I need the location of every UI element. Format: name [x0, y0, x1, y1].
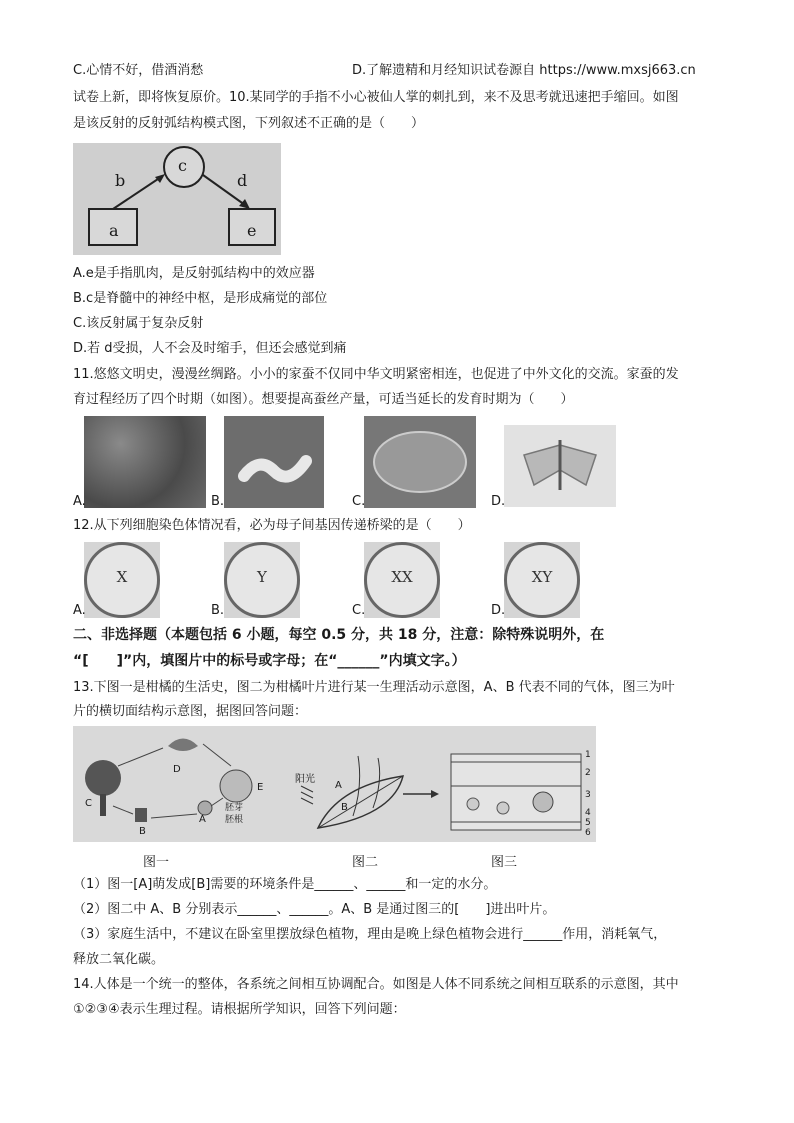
section2-heading-line2: “[ ]”内，填图片中的标号或字母；在“______”内填文字。） [73, 653, 466, 669]
silkworm-moth-image [504, 425, 616, 507]
fig1-label-d: D [173, 764, 181, 775]
q10-option-d: D.若 d受损，人不会及时缩手，但还会感觉到痛 [73, 341, 347, 356]
q10-option-c: C.该反射属于复杂反射 [73, 316, 204, 331]
option-c-q9: C.心情不好，借酒消愁 [73, 63, 204, 78]
q11-option-a-label: A. [73, 494, 86, 509]
q13-sub1: （1）图一[A]萌发成[B]需要的环境条件是______、______和一定的水分。 [73, 877, 497, 892]
fig2-label-sunlight: 阳光 [295, 774, 315, 785]
label-d: d [237, 171, 248, 190]
option-d-q9: D.了解遗精和月经知识试卷源自 https://www.mxsj663.cn [352, 63, 696, 78]
q13-text-line1: 13.下图一是柑橘的生活史，图二为柑橘叶片进行某一生理活动示意图，A、B 代表不同的气体，图三为叶 [73, 680, 675, 695]
pupa-drawing [364, 416, 476, 508]
q10-text-line2: 是该反射的反射弧结构模式图，下列叙述不正确的是（ ） [73, 116, 425, 131]
fig3-label-6: 6 [585, 828, 591, 838]
cell-xy-text: XY [531, 568, 553, 586]
label-e: e [247, 221, 257, 240]
caption-fig3: 图三 [491, 855, 518, 870]
q10-option-b: B.c是脊髓中的神经中枢，是形成痛觉的部位 [73, 291, 328, 306]
cell-x-text: X [116, 568, 128, 586]
q11-option-c-label: C. [352, 494, 366, 509]
moth-drawing [504, 425, 616, 507]
q12-option-a-label: A. [73, 603, 86, 618]
q10-text-line1: 试卷上新，即将恢复原价。10.某同学的手指不小心被仙人掌的刺扎到，来不及思考就迅速把手缩回。如图 [73, 90, 679, 105]
q14-text-line2: ①②③④表示生理过程。请根据所学知识，回答下列问题： [73, 1002, 406, 1017]
q11-text-line1: 11.悠悠文明史，漫漫丝绸路。小小的家蚕不仅同中华文明紧密相连，也促进了中外文化的交流。家蚕的发 [73, 367, 679, 382]
q11-option-b-label: B. [211, 494, 225, 509]
q13-sub2: （2）图二中 A、B 分别表示______、______。A、B 是通过图三的[ ]进出叶片。 [73, 902, 556, 917]
fig3-label-4: 4 [585, 808, 591, 818]
fig1-label-embryo-root: 胚根 [225, 815, 244, 825]
q14-text-line1: 14.人体是一个统一的整体，各系统之间相互协调配合。如图是人体不同系统之间相互联系的示意图，其中 [73, 977, 679, 992]
fig3-label-3: 3 [585, 790, 591, 800]
silkworm-egg-image [84, 416, 206, 508]
fig1-label-e: E [257, 782, 264, 793]
cell-xx-text: XX [391, 568, 413, 586]
caption-fig2: 图二 [352, 855, 379, 870]
q10-option-a: A.e是手指肌肉，是反射弧结构中的效应器 [73, 266, 315, 281]
q12-option-d-label: D. [491, 603, 506, 618]
fig2-label-a: A [335, 780, 342, 791]
silkworm-larva-image [224, 416, 324, 508]
fig2-leaf [301, 756, 439, 828]
fig3-label-2: 2 [585, 768, 591, 778]
citrus-figure-panel [73, 726, 596, 842]
q11-option-d-label: D. [491, 494, 506, 509]
fig2-label-b: B [341, 802, 348, 813]
fig1-label-b: B [139, 826, 146, 837]
fig1-label-c: C [85, 798, 92, 809]
arrowhead-d [239, 199, 250, 209]
reflex-arc-figure [73, 143, 281, 255]
q13-sub3-line1: （3）家庭生活中，不建议在卧室里摆放绿色植物，理由是晚上绿色植物会进行______作用，消耗氧气， [73, 927, 667, 942]
arrowhead-b [155, 174, 165, 183]
label-c: c [178, 156, 187, 175]
fig1-label-a: A [199, 814, 206, 825]
fig3-label-1: 1 [585, 750, 591, 760]
larva-drawing [224, 416, 324, 508]
section2-heading-line1: 二、非选择题（本题包括 6 小题，每空 0.5 分，共 18 分，注意：除特殊说明外，在 [73, 627, 605, 643]
fig3-label-5: 5 [585, 818, 591, 828]
q12-question: 12.从下列细胞染色体情况看，必为母子间基因传递桥梁的是（ ） [73, 518, 471, 533]
cell-y-text: Y [257, 568, 267, 586]
label-b: b [115, 171, 126, 190]
caption-fig1: 图一 [143, 855, 170, 870]
fig1-label-embryo-bud: 胚芽 [225, 803, 244, 813]
label-a: a [109, 221, 119, 240]
q12-option-b-label: B. [211, 603, 225, 618]
q13-sub3-line2: 释放二氧化碳。 [73, 952, 165, 967]
silkworm-pupa-image [364, 416, 476, 508]
fig3-leaf-cross-section [451, 754, 581, 830]
q11-text-line2: 育过程经历了四个时期（如图）。想要提高蚕丝产量，可适当延长的发育时期为（ ） [73, 392, 574, 407]
q13-text-line2: 片的横切面结构示意图，据图回答问题： [73, 704, 308, 719]
q12-option-c-label: C. [352, 603, 366, 618]
